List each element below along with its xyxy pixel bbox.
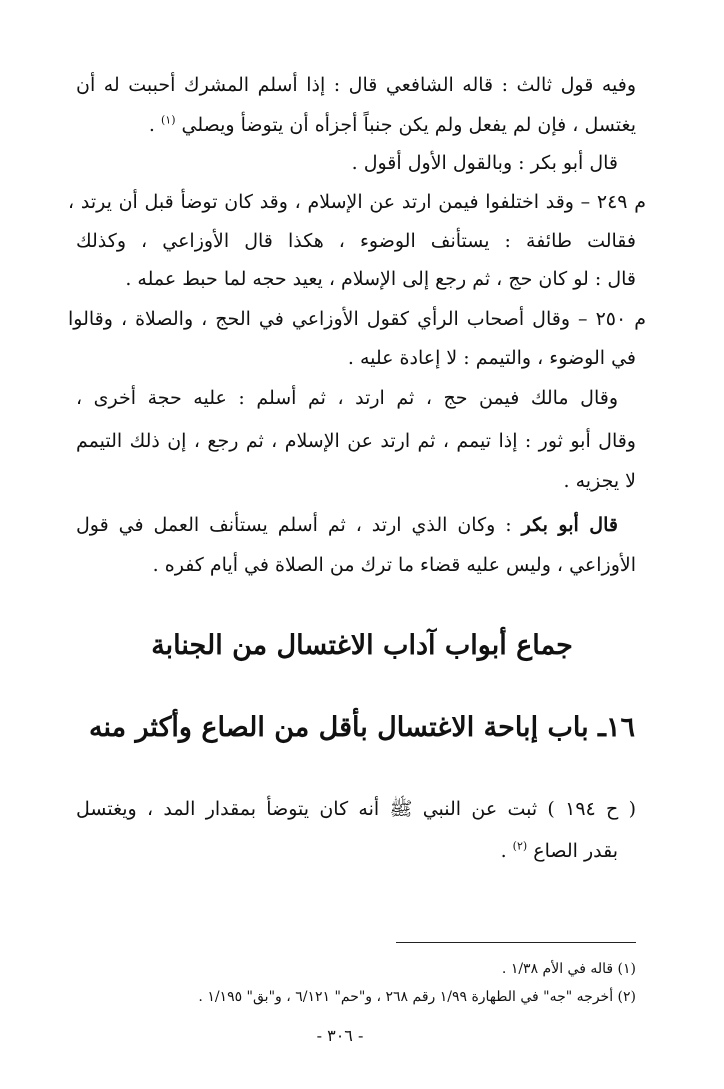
paragraph-line: وقال أبو ثور : إذا تيمم ، ثم ارتد عن الإسلام ، ثم رجع ، إن ذلك التيمم [76, 430, 636, 452]
issue-250-line: في الوضوء ، والتيمم : لا إعادة عليه . [347, 347, 636, 369]
hadith-line: ( ح ١٩٤ ) ثبت عن النبي ﷺ أنه كان يتوضأ بمقدار المد ، ويغتسل [76, 798, 636, 820]
paragraph-line: لا يجزيه . [563, 470, 636, 492]
paragraph-line: قال أبو بكر : وبالقول الأول أقول . [351, 152, 618, 174]
footnote-ref: (١) [160, 113, 176, 127]
footnote-ref: (٢) [512, 839, 528, 853]
hadith-line [76, 836, 618, 866]
footnote: (١) قاله في الأم ١/٣٨ . [501, 961, 636, 977]
issue-249-line: م ٢٤٩ – وقد اختلفوا فيمن ارتد عن الإسلام ، وقد كان توضأ قبل أن يرتد ، [68, 191, 646, 213]
paragraph-line [76, 510, 618, 540]
footnote: (٢) أخرجه "جه" في الطهارة ١/٩٩ رقم ٢٦٨ ، و"حم" ٦/١٢١ ، و"بق" ١/١٩٥ . [198, 989, 636, 1005]
footnote-separator [396, 942, 636, 943]
line-end: . [500, 840, 513, 862]
paragraph-line: وفيه قول ثالث : قاله الشافعي قال : إذا أسلم المشرك أحببت له أن [76, 74, 636, 96]
paragraph-line: وقال مالك فيمن حج ، ثم ارتد ، ثم أسلم : عليه حجة أخرى ، [76, 387, 618, 409]
issue-249-line: فقالت طائفة : يستأنف الوضوء ، هكذا قال الأوزاعي ، وكذلك [76, 230, 636, 252]
line-text: : وكان الذي ارتد ، ثم أسلم يستأنف العمل في قول [76, 514, 522, 536]
page-number: - ٣٠٦ - [316, 1026, 364, 1045]
paragraph-line: الأوزاعي ، وليس عليه قضاء ما ترك من الصلاة في أيام كفره . [152, 554, 636, 576]
issue-250-line: م ٢٥٠ – وقال أصحاب الرأي كقول الأوزاعي في الحج ، والصلاة ، وقالوا [68, 308, 647, 330]
issue-249-line: قال : لو كان حج ، ثم رجع إلى الإسلام ، يعيد حجه لما حبط عمله . [125, 268, 636, 290]
line-end: . [148, 114, 161, 136]
paragraph-line [76, 110, 636, 140]
line-text: بقدر الصاع [533, 840, 618, 862]
section-heading: ١٦ـ باب إباحة الاغتسال بأقل من الصاع وأكثر منه [89, 712, 635, 743]
chapter-heading: جماع أبواب آداب الاغتسال من الجنابة [151, 630, 573, 661]
line-text: يغتسل ، فإن لم يفعل ولم يكن جنباً أجزأه أن يتوضأ ويصلي [181, 114, 636, 136]
speaker-label: قال أبو بكر [521, 514, 618, 536]
